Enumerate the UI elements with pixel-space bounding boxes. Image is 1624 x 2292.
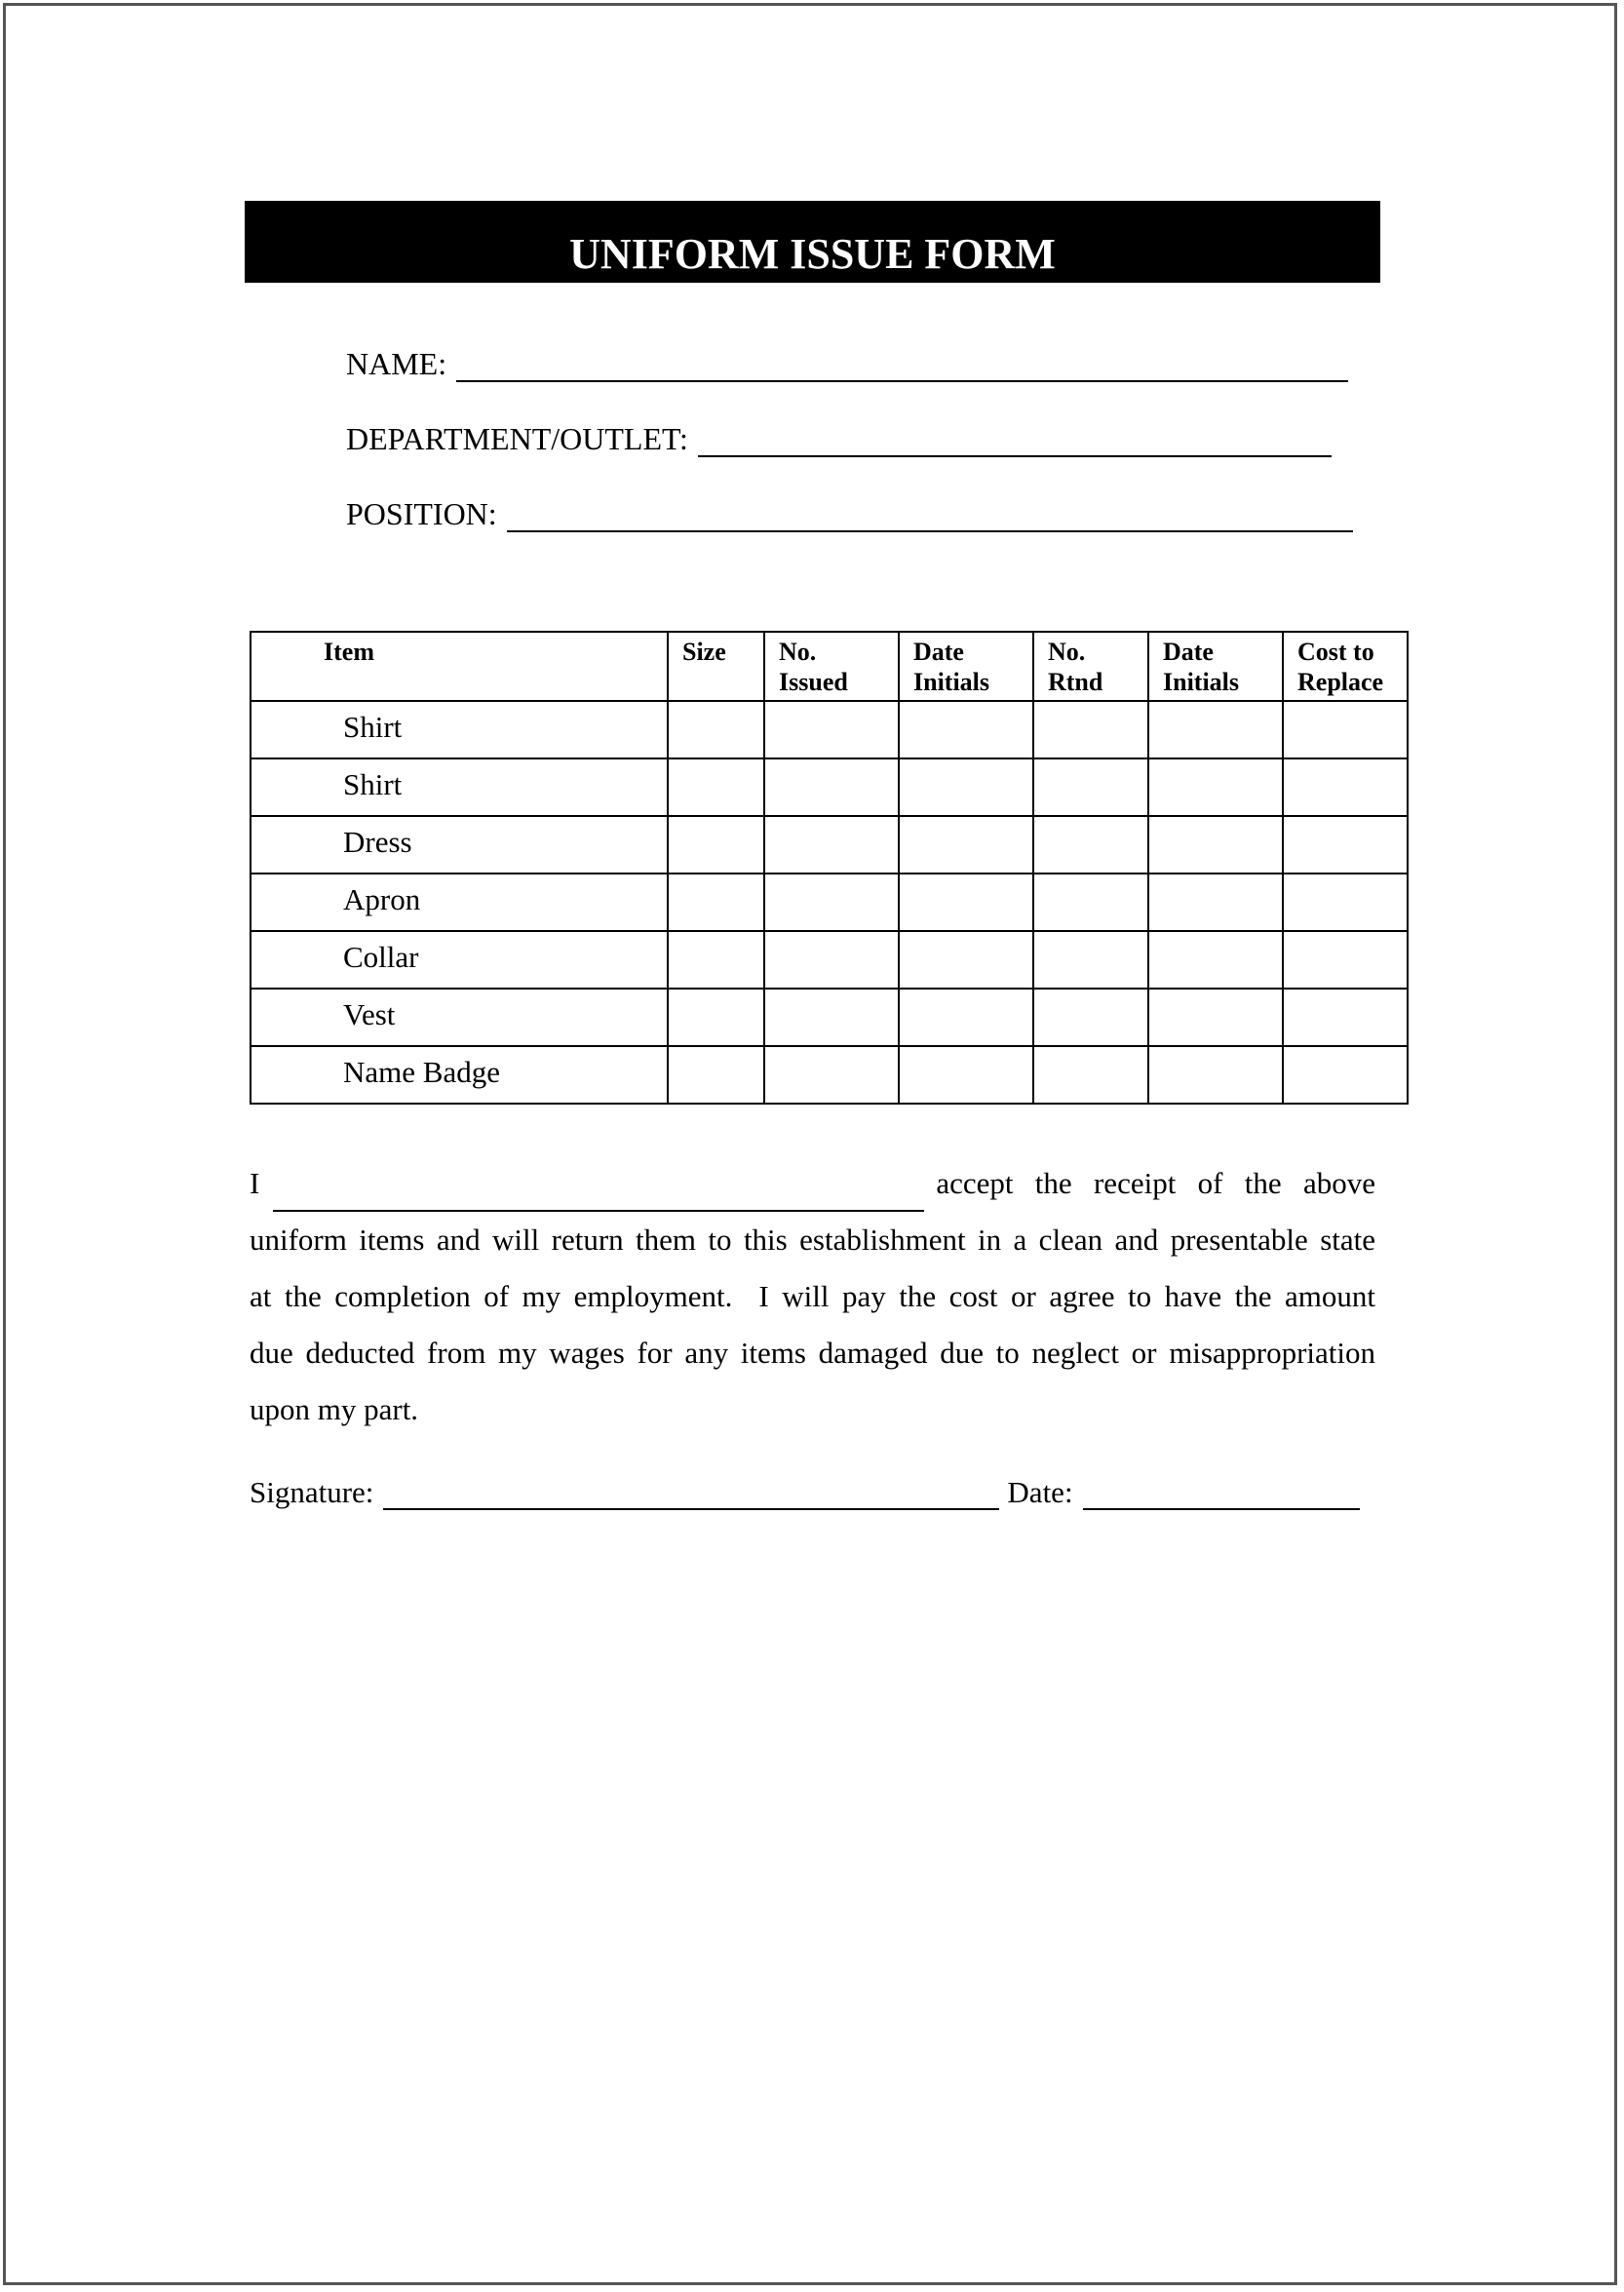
table-row	[251, 758, 1408, 816]
item-name: Dress	[251, 816, 668, 874]
date-initials-cell[interactable]	[899, 758, 1033, 816]
agreement-paragraph	[250, 1155, 1375, 1438]
employee-name-field[interactable]	[273, 1169, 924, 1212]
header-no-issued: No. Issued	[764, 632, 899, 701]
size-cell[interactable]	[668, 989, 764, 1046]
no-returned-cell[interactable]	[1033, 701, 1148, 758]
department-field-row	[346, 421, 1332, 457]
no-returned-cell[interactable]	[1033, 816, 1148, 874]
size-cell[interactable]	[668, 1046, 764, 1104]
size-cell[interactable]	[668, 816, 764, 874]
table-row	[251, 701, 1408, 758]
header-date-initials-returned: Date Initials	[1148, 632, 1283, 701]
no-returned-cell[interactable]	[1033, 989, 1148, 1046]
date-initials-cell[interactable]	[1148, 816, 1283, 874]
department-field[interactable]	[698, 426, 1332, 457]
date-field[interactable]	[1083, 1479, 1360, 1510]
cost-cell[interactable]	[1283, 816, 1408, 874]
no-issued-cell[interactable]	[764, 701, 899, 758]
cost-cell[interactable]	[1283, 701, 1408, 758]
signature-field[interactable]	[383, 1479, 999, 1510]
size-cell[interactable]	[668, 874, 764, 931]
header-date-initials-issued: Date Initials	[899, 632, 1033, 701]
date-initials-cell[interactable]	[899, 816, 1033, 874]
agreement-line-3: at the completion of my employment. I will pay the cost or agree to have the amount	[250, 1279, 1375, 1313]
header-cost-to-replace: Cost to Replace	[1283, 632, 1408, 701]
header-item: Item	[251, 632, 668, 701]
item-name: Apron	[251, 874, 668, 931]
date-initials-cell[interactable]	[899, 874, 1033, 931]
agreement-line-5: upon my part.	[250, 1392, 419, 1426]
agreement-line-1-text: accept the receipt of the above	[936, 1166, 1375, 1200]
date-initials-cell[interactable]	[1148, 989, 1283, 1046]
table-row	[251, 816, 1408, 874]
signature-label: Signature:	[250, 1475, 374, 1509]
no-returned-cell[interactable]	[1033, 931, 1148, 989]
date-initials-cell[interactable]	[899, 1046, 1033, 1104]
date-initials-cell[interactable]	[1148, 701, 1283, 758]
no-issued-cell[interactable]	[764, 1046, 899, 1104]
no-issued-cell[interactable]	[764, 874, 899, 931]
cost-cell[interactable]	[1283, 931, 1408, 989]
department-label: DEPARTMENT/OUTLET:	[346, 421, 688, 456]
no-issued-cell[interactable]	[764, 931, 899, 989]
table-row	[251, 989, 1408, 1046]
date-initials-cell[interactable]	[1148, 874, 1283, 931]
no-issued-cell[interactable]	[764, 989, 899, 1046]
table-row	[251, 874, 1408, 931]
header-no-returned: No. Rtnd	[1033, 632, 1148, 701]
signature-row	[250, 1475, 1360, 1510]
agreement-line-1	[250, 1155, 1375, 1212]
cost-cell[interactable]	[1283, 758, 1408, 816]
table-row	[251, 1046, 1408, 1104]
position-field-row	[346, 496, 1353, 532]
item-name: Name Badge	[251, 1046, 668, 1104]
name-field[interactable]	[456, 351, 1348, 382]
date-initials-cell[interactable]	[1148, 1046, 1283, 1104]
no-issued-cell[interactable]	[764, 758, 899, 816]
no-returned-cell[interactable]	[1033, 874, 1148, 931]
size-cell[interactable]	[668, 931, 764, 989]
no-returned-cell[interactable]	[1033, 1046, 1148, 1104]
cost-cell[interactable]	[1283, 874, 1408, 931]
header-size: Size	[668, 632, 764, 701]
name-field-row	[346, 346, 1348, 382]
position-label: POSITION:	[346, 496, 497, 531]
table-row	[251, 931, 1408, 989]
agreement-line-4: due deducted from my wages for any items damaged due to neglect or misappropriation	[250, 1336, 1375, 1370]
cost-cell[interactable]	[1283, 1046, 1408, 1104]
date-initials-cell[interactable]	[899, 931, 1033, 989]
date-initials-cell[interactable]	[1148, 758, 1283, 816]
item-name: Collar	[251, 931, 668, 989]
date-label: Date:	[1007, 1475, 1073, 1509]
item-name: Vest	[251, 989, 668, 1046]
item-name: Shirt	[251, 701, 668, 758]
agreement-i: I	[250, 1166, 260, 1200]
name-label: NAME:	[346, 346, 447, 381]
form-title: UNIFORM ISSUE FORM	[245, 201, 1380, 283]
table-header-row	[251, 632, 1408, 701]
no-returned-cell[interactable]	[1033, 758, 1148, 816]
date-initials-cell[interactable]	[899, 989, 1033, 1046]
item-name: Shirt	[251, 758, 668, 816]
size-cell[interactable]	[668, 701, 764, 758]
position-field[interactable]	[507, 501, 1353, 532]
date-initials-cell[interactable]	[1148, 931, 1283, 989]
uniform-items-table	[250, 631, 1409, 1105]
agreement-line-2: uniform items and will return them to this establishment in a clean and presentable state	[250, 1223, 1375, 1257]
size-cell[interactable]	[668, 758, 764, 816]
date-initials-cell[interactable]	[899, 701, 1033, 758]
no-issued-cell[interactable]	[764, 816, 899, 874]
cost-cell[interactable]	[1283, 989, 1408, 1046]
